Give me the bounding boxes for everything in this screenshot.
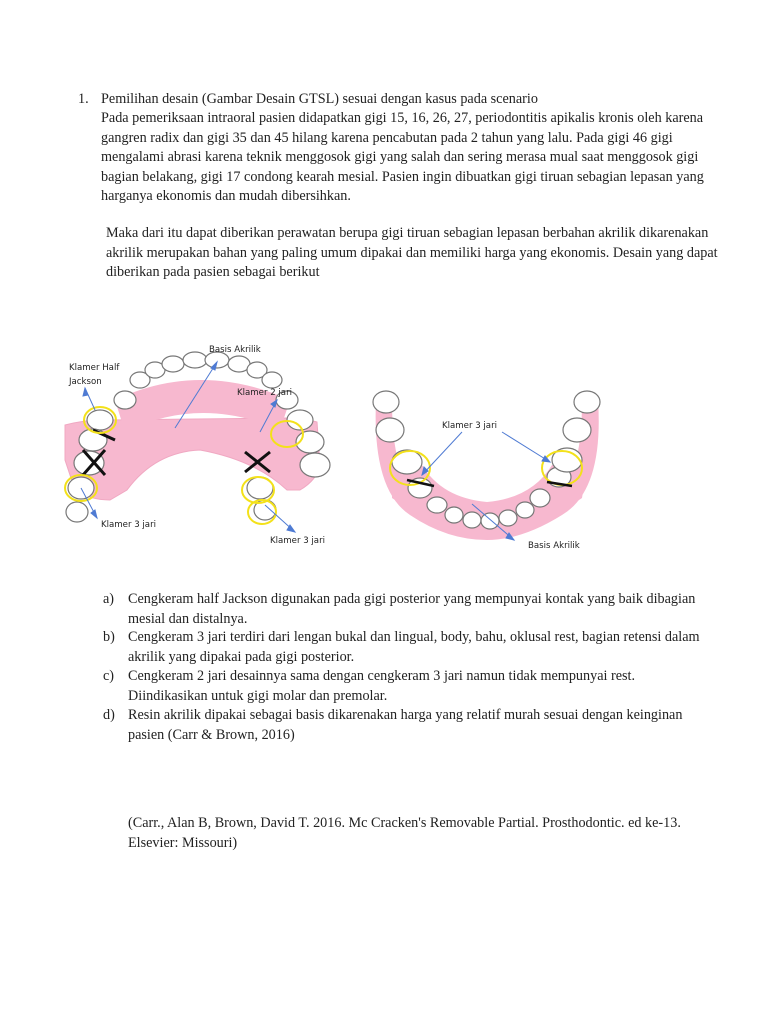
case-paragraph: Pada pemeriksaan intraoral pasien didapatkan gigi 15, 16, 26, 27, periodontitis apikalis kronis oleh karena gangren radix dan gigi 35 dan 45 hilang karena pencabutan pada 2 tahun yang lalu. Pada gigi 46 gigi mengalami abrasi karena teknik menggosok gigi yang salah dan sering merasa mual saat menggosok gigi bagian belakang, gigi 17 condong kearah mesial. Pasien ingin dibuatkan gigi tiruan sebagian lepasan yang harganya ekonomis dan mudah dibersihkan. bbox=[101, 110, 704, 204]
list-marker: b) bbox=[103, 629, 115, 645]
list-number: 1. bbox=[78, 91, 89, 107]
conclusion-paragraph: Maka dari itu dapat diberikan perawatan berupa gigi tiruan sebagian lepasan berbahan akrilik dikarenakan akrilik merupakan bahan yang paling umum dipakai dan memiliki harga yang ekonomis. Desain yang dapat diberikan pada pasien sebagai berikut bbox=[106, 225, 718, 280]
list-text: Cengkeram half Jackson digunakan pada gigi posterior yang mempunyai kontak yang baik dibagian mesial dan distalnya. bbox=[128, 591, 696, 627]
label-klamer-3-jari-right: Klamer 3 jari bbox=[270, 536, 325, 546]
label-basis-akrilik-upper: Basis Akrilik bbox=[209, 345, 261, 355]
list-marker: c) bbox=[103, 668, 115, 684]
label-half-jackson: Klamer Half Jackson bbox=[69, 363, 120, 387]
label-klamer-3-jari-left: Klamer 3 jari bbox=[101, 520, 156, 530]
list-marker: a) bbox=[103, 591, 115, 607]
list-text: Resin akrilik dipakai sebagai basis dikarenakan harga yang relatif murah sesuai dengan keinginan pasien (Carr & Brown, 2016) bbox=[128, 707, 683, 743]
list-text: Cengkeram 3 jari terdiri dari lengan bukal dan lingual, body, bahu, oklusal rest, bagian retensi dalam akrilik yang dipakai pada gigi posterior. bbox=[128, 629, 700, 665]
lower-jaw-diagram bbox=[362, 380, 612, 550]
reference: (Carr., Alan B, Brown, David T. 2016. Mc Cracken's Removable Partial. Prosthodontic. ed ke-13. Elsevier: Missouri) bbox=[128, 815, 681, 851]
label-klamer-2-jari: Klamer 2 jari bbox=[237, 388, 292, 398]
section-title: Pemilihan desain (Gambar Desain GTSL) sesuai dengan kasus pada scenario bbox=[101, 91, 538, 107]
list-marker: d) bbox=[103, 707, 115, 723]
list-text: Cengkeram 2 jari desainnya sama dengan cengkeram 3 jari namun tidak mempunyai rest. Diindikasikan untuk gigi molar dan premolar. bbox=[128, 668, 636, 704]
label-klamer-3-jari-lower: Klamer 3 jari bbox=[442, 421, 497, 431]
label-basis-akrilik-lower: Basis Akrilik bbox=[528, 541, 580, 551]
